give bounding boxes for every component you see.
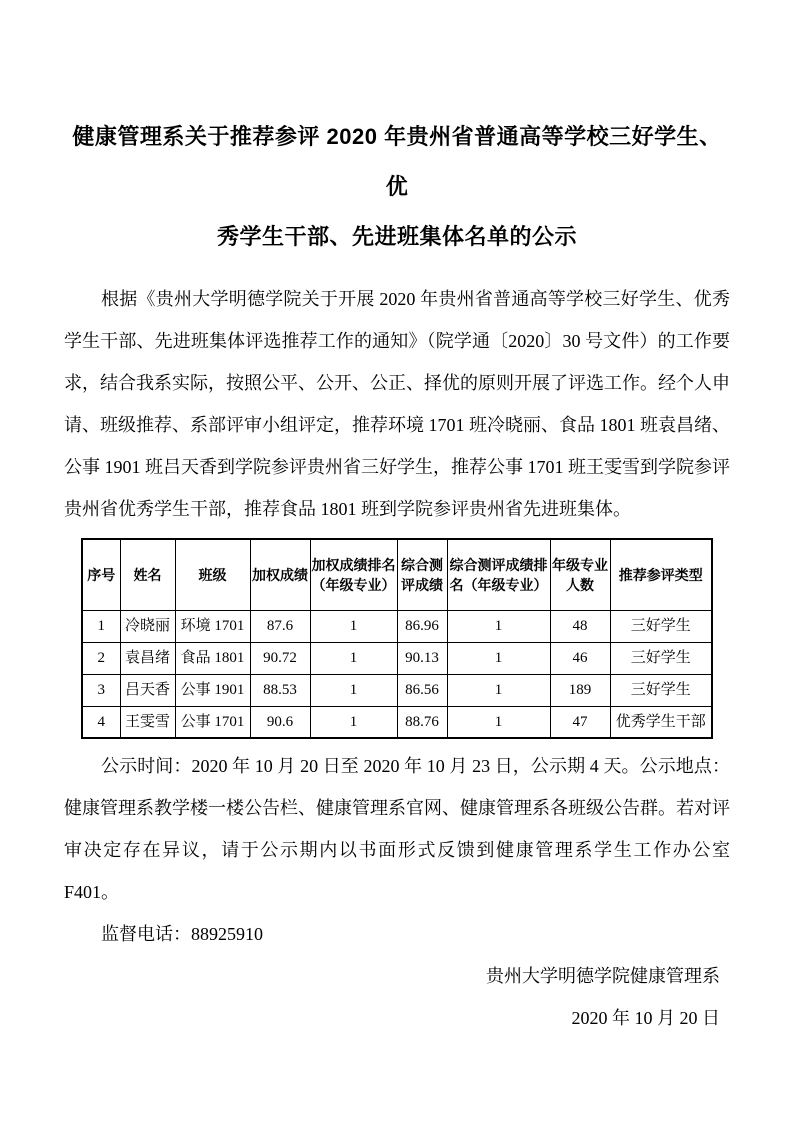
cell-weighted-rank: 1 <box>310 610 397 642</box>
header-weighted-rank: 加权成绩排名（年级专业） <box>310 539 397 610</box>
cell-weighted-score: 90.6 <box>250 706 310 738</box>
title-line-2: 秀学生干部、先进班集体名单的公示 <box>216 224 577 249</box>
table-row <box>82 706 712 738</box>
signature-date: 2020 年 10 月 20 日 <box>571 1008 720 1028</box>
publicity-paragraph: 公示时间：2020 年 10 月 20 日至 2020 年 10 月 23 日，公示期 4 天。公示地点：健康管理系教学楼一楼公告栏、健康管理系官网、健康管理系各班级公告群。若对评审决定存在异议，请于公示期内以书面形式反馈到健康管理系学生工作办公室 F401。 <box>64 756 730 902</box>
table-row <box>82 674 712 706</box>
cell-class: 食品 1801 <box>175 642 250 674</box>
cell-index: 4 <box>82 706 120 738</box>
cell-cohort-size: 47 <box>550 706 610 738</box>
cell-composite-rank: 1 <box>447 610 550 642</box>
header-weighted-score: 加权成绩 <box>250 539 310 610</box>
header-composite-score: 综合测评成绩 <box>397 539 447 610</box>
cell-composite-score: 90.13 <box>397 642 447 674</box>
title-line-1: 健康管理系关于推荐参评 2020 年贵州省普通高等学校三好学生、优 <box>72 124 722 199</box>
cell-name: 王雯雪 <box>120 706 175 738</box>
cell-composite-score: 88.76 <box>397 706 447 738</box>
cell-weighted-rank: 1 <box>310 674 397 706</box>
cell-name: 袁昌绪 <box>120 642 175 674</box>
header-index: 序号 <box>82 539 120 610</box>
header-class: 班级 <box>175 539 250 610</box>
cell-composite-score: 86.56 <box>397 674 447 706</box>
cell-award-type: 三好学生 <box>610 674 712 706</box>
cell-cohort-size: 189 <box>550 674 610 706</box>
cell-weighted-score: 90.72 <box>250 642 310 674</box>
header-composite-rank: 综合测评成绩排名（年级专业） <box>447 539 550 610</box>
cell-cohort-size: 46 <box>550 642 610 674</box>
cell-composite-rank: 1 <box>447 706 550 738</box>
document-title <box>64 112 730 262</box>
signature-organization: 贵州大学明德学院健康管理系 <box>486 966 720 986</box>
cell-weighted-rank: 1 <box>310 642 397 674</box>
cell-class: 公事 1701 <box>175 706 250 738</box>
cell-weighted-score: 88.53 <box>250 674 310 706</box>
table-row <box>82 610 712 642</box>
cell-index: 3 <box>82 674 120 706</box>
cell-index: 1 <box>82 610 120 642</box>
cell-composite-rank: 1 <box>447 674 550 706</box>
table-row <box>82 642 712 674</box>
supervision-phone: 监督电话：88925910 <box>101 924 263 944</box>
cell-award-type: 三好学生 <box>610 610 712 642</box>
cell-award-type: 三好学生 <box>610 642 712 674</box>
cell-name: 冷晓丽 <box>120 610 175 642</box>
cell-composite-score: 86.96 <box>397 610 447 642</box>
cell-weighted-rank: 1 <box>310 706 397 738</box>
cell-class: 公事 1901 <box>175 674 250 706</box>
cell-index: 2 <box>82 642 120 674</box>
cell-award-type: 优秀学生干部 <box>610 706 712 738</box>
intro-paragraph: 根据《贵州大学明德学院关于开展 2020 年贵州省普通高等学校三好学生、优秀学生干部、先进班集体评选推荐工作的通知》（院学通〔2020〕30 号文件）的工作要求，结合我系实际，按照公平、公开、公正、择优的原则开展了评选工作。经个人申请、班级推荐、系部评审小组评定，推荐环境 1701 班冷晓丽、食品 1801 班袁昌绪、公事 1901 班吕天香到学院参评贵州省三好学生，推荐公事 1701 班王雯雪到学院参评贵州省优秀学生干部，推荐食品 1801 班到学院参评贵州省先进班集体。 <box>64 289 730 519</box>
cell-composite-rank: 1 <box>447 642 550 674</box>
recommendation-table <box>81 538 713 739</box>
header-award-type: 推荐参评类型 <box>610 539 712 610</box>
cell-name: 吕天香 <box>120 674 175 706</box>
header-cohort-size: 年级专业人数 <box>550 539 610 610</box>
table-header-row <box>82 539 712 610</box>
signature-block <box>64 955 730 1039</box>
cell-class: 环境 1701 <box>175 610 250 642</box>
cell-cohort-size: 48 <box>550 610 610 642</box>
cell-weighted-score: 87.6 <box>250 610 310 642</box>
header-name: 姓名 <box>120 539 175 610</box>
